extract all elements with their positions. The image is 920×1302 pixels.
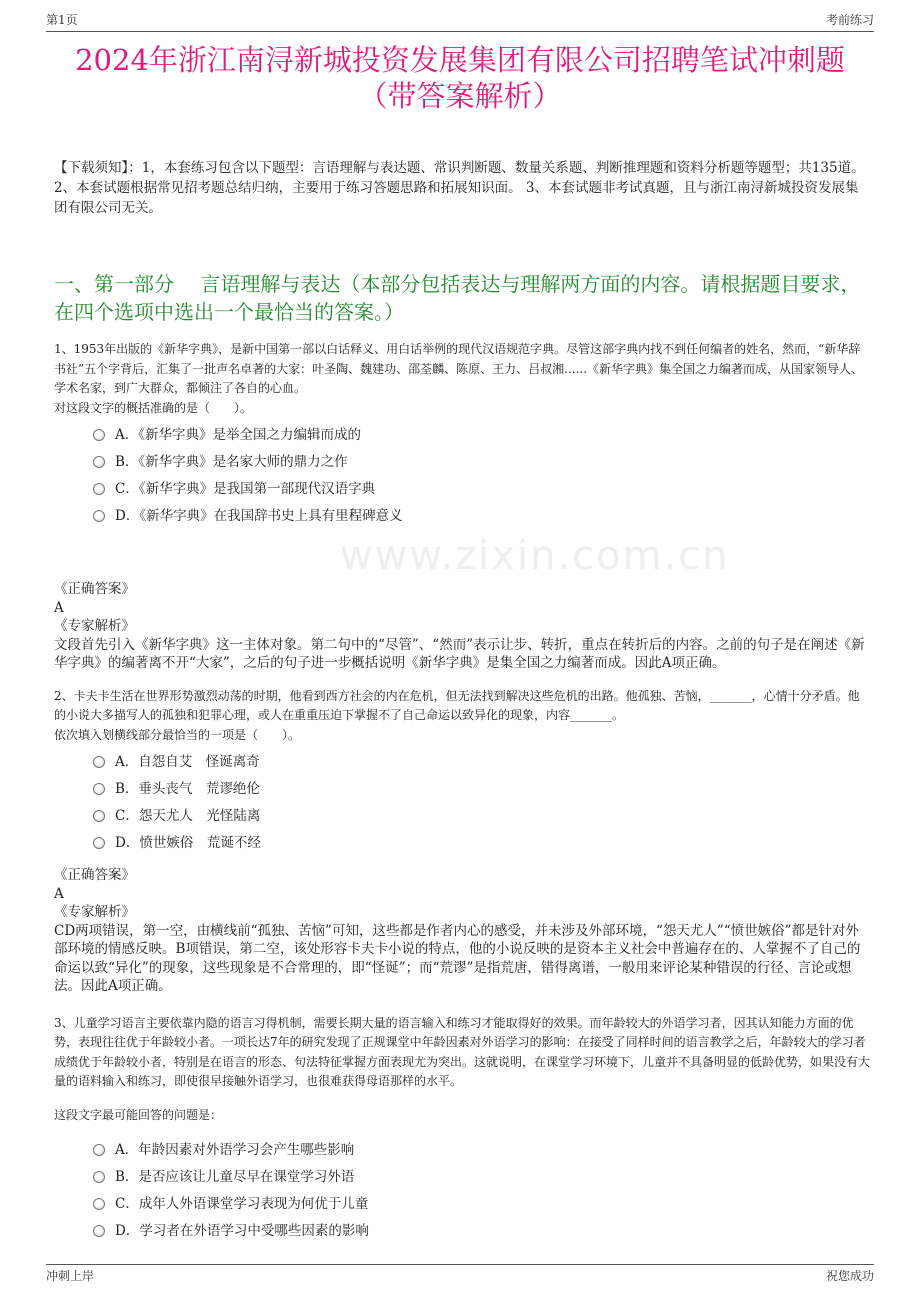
option-label: C．《新华字典》是我国第一部现代汉语字典 — [115, 481, 376, 497]
question-1-options — [93, 426, 920, 525]
radio-button[interactable] — [93, 1171, 105, 1183]
question-1-answer-block — [54, 580, 870, 673]
question-2-option-c[interactable] — [93, 807, 920, 825]
page-number: 第1页 — [46, 13, 78, 27]
page-header — [46, 0, 874, 32]
analysis-label: 《专家解析》 — [54, 618, 135, 634]
question-1-option-d[interactable] — [93, 507, 920, 525]
document-subtitle: （带答案解析） — [358, 79, 562, 113]
question-3-option-b[interactable] — [93, 1168, 920, 1186]
option-label: B．是否应该让儿童尽早在课堂学习外语 — [115, 1169, 355, 1185]
question-2-option-d[interactable] — [93, 834, 920, 852]
question-2-answer-block — [54, 866, 870, 996]
question-3-text: 3、儿童学习语言主要依靠内隐的语言习得机制，需要长期大量的语言输入和练习才能取得好的效果。而年龄较大的外语学习者，因其认知能力方面的优势，表现往往优于年龄较小者。一项长达7年的研究发现了正规课堂中年龄因素对外语学习的影响：在接受了同样时间的语言教学之后，年龄较大的学习者成绩优于年龄较小者，特别是在语言的形态、句法特征掌握方面表现尤为突出。这就说明，在课堂学习环境下，儿童并不具备明显的低龄优势，如果没有大量的语料输入和练习，即使很早接触外语学习，也很难获得母语那样的水平。 — [54, 1015, 871, 1088]
question-2-option-a[interactable] — [93, 753, 920, 771]
question-1-prompt: 对这段文字的概括准确的是（ ）。 — [54, 400, 253, 415]
radio-button[interactable] — [93, 783, 105, 795]
question-1-option-a[interactable] — [93, 426, 920, 444]
header-label: 考前练习 — [825, 13, 874, 27]
question-1-text: 1、1953年出版的《新华字典》，是新中国第一部以白话释义、用白话举例的现代汉语规范字典。尽管这部字典内找不到任何编者的姓名，然而，“新华辞书社”五个字背后，汇集了一批声名卓著的大家：叶圣陶、魏建功、邵荃麟、陈原、王力、吕叔湘......《新华字典》集全国之力编著而成，从国家领导人、学术名家，到广大群众，都倾注了各自的心血。 — [54, 342, 864, 395]
question-3-option-c[interactable] — [93, 1195, 920, 1213]
question-3-prompt: 这段文字最可能回答的问题是： — [54, 1107, 223, 1122]
option-label: B．垂头丧气 荒谬绝伦 — [115, 781, 260, 797]
radio-button[interactable] — [93, 429, 105, 441]
answer-label: 《正确答案》 — [54, 581, 135, 597]
footer-right: 祝您成功 — [825, 1269, 874, 1283]
radio-button[interactable] — [93, 837, 105, 849]
question-2-options — [93, 753, 920, 852]
option-label: D．《新华字典》在我国辞书史上具有里程碑意义 — [115, 508, 403, 524]
watermark: www.zixin.com.cn — [340, 533, 730, 579]
radio-button[interactable] — [93, 456, 105, 468]
answer-label: 《正确答案》 — [54, 867, 135, 883]
analysis-label: 《专家解析》 — [54, 904, 135, 920]
download-notice: 【下载须知】：1，本套练习包含以下题型：言语理解与表达题、常识判断题、数量关系题、判断推理题和资料分析题等题型；共135道。 2、本套试题根据常见招考题总结归纳，主要用于练习答题思路和拓展知识面。 3、本套试题非考试真题，且与浙江南浔新城投资发展集团有限公司无关。 — [54, 160, 865, 216]
radio-button[interactable] — [93, 1144, 105, 1156]
radio-button[interactable] — [93, 810, 105, 822]
radio-button[interactable] — [93, 510, 105, 522]
radio-button[interactable] — [93, 1198, 105, 1210]
option-label: A．《新华字典》是举全国之力编辑而成的 — [115, 427, 361, 443]
option-label: A．自怨自艾 怪诞离奇 — [115, 754, 260, 770]
radio-button[interactable] — [93, 756, 105, 768]
answer-value: A — [54, 599, 64, 616]
option-label: D．学习者在外语学习中受哪些因素的影响 — [115, 1223, 369, 1239]
question-1-option-c[interactable] — [93, 480, 920, 498]
option-label: B．《新华字典》是名家大师的鼎力之作 — [115, 454, 348, 470]
section-heading: 一、第一部分 言语理解与表达（本部分包括表达与理解两方面的内容。请根据题目要求，在四个选项中选出一个最恰当的答案。） — [54, 272, 861, 324]
analysis-text: 文段首先引入《新华字典》这一主体对象。第二句中的“尽管”、“然而”表示让步、转折，重点在转折后的内容。之前的句子是在阐述《新华字典》的编著离不开“大家”，之后的句子进一步概括说明《新华字典》是集全国之力编著而成。因此A项正确。 — [54, 636, 865, 671]
radio-button[interactable] — [93, 1225, 105, 1237]
question-3-options — [93, 1141, 920, 1240]
radio-button[interactable] — [93, 483, 105, 495]
footer-left: 冲刺上岸 — [46, 1269, 95, 1283]
option-label: C．怨天尤人 光怪陆离 — [115, 808, 261, 824]
page-footer — [46, 1264, 874, 1284]
question-3-option-a[interactable] — [93, 1141, 920, 1159]
question-2-prompt: 依次填入划横线部分最恰当的一项是（ ）。 — [54, 727, 301, 742]
answer-value: A — [54, 885, 64, 902]
question-2-text: 2、卡夫卡生活在世界形势激烈动荡的时期，他看到西方社会的内在危机，但无法找到解决这些危机的出路。他孤独、苦恼，_______，心情十分矛盾。他的小说大多描写人的孤独和犯罪心理，或人在重重压迫下掌握不了自己命运以致异化的现象，内容_______。 — [54, 688, 860, 722]
question-1-option-b[interactable] — [93, 453, 920, 471]
question-3-option-d[interactable] — [93, 1222, 920, 1240]
analysis-text: CD两项错误，第一空，由横线前“孤独、苦恼”可知，这些都是作者内心的感受，并未涉及外部环境，“怨天尤人”“愤世嫉俗”都是针对外部环境的情感反映。B项错误，第二空，该处形容卡夫卡小说的特点，他的小说反映的是资本主义社会中普遍存在的、人掌握不了自己的命运以致“异化”的现象，这些现象是不合常理的，即“怪诞”；而“荒谬”是指荒唐，错得离谱，一般用来评论某种错误的行径、言论或想法。因此A项正确。 — [54, 922, 861, 994]
option-label: A．年龄因素对外语学习会产生哪些影响 — [115, 1142, 355, 1158]
question-2-option-b[interactable] — [93, 780, 920, 798]
document-title: 2024年浙江南浔新城投资发展集团有限公司招聘笔试冲刺题 — [75, 43, 845, 77]
option-label: C．成年人外语课堂学习表现为何优于儿童 — [115, 1196, 369, 1212]
option-label: D．愤世嫉俗 荒诞不经 — [115, 835, 261, 851]
